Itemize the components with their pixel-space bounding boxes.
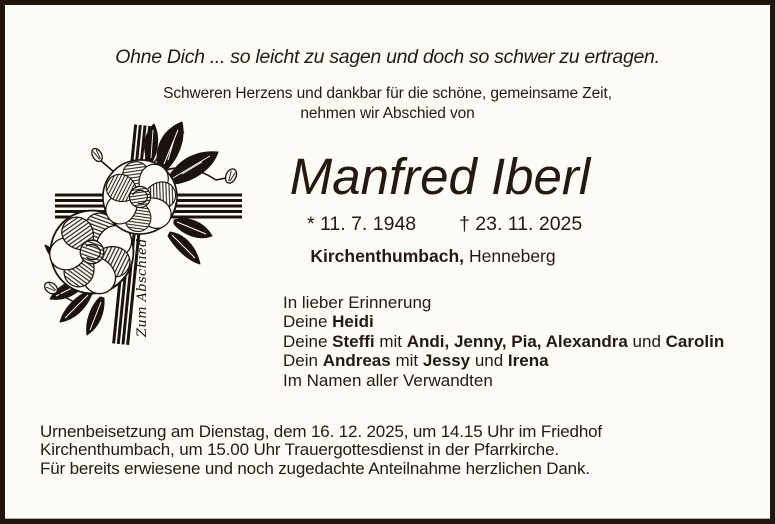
mourner-line: Im Namen aller Verwandten [283,370,493,390]
funeral-line-2: Kirchenthumbach, um 15.00 Uhr Trauergottesdienst in der Pfarrkirche. [40,440,559,460]
birth-date: * 11. 7. 1948 [307,213,417,235]
funeral-line-1: Urnenbeisetzung am Dienstag, dem 16. 12. 2025, um 14.15 Uhr im Friedhof [40,422,602,441]
residence-district: Henneberg [469,246,556,266]
mourners-list [283,293,724,390]
epigraph: Ohne Dich ... so leicht zu sagen und doch so schwer zu ertragen. [115,46,660,68]
intro-line-1: Schweren Herzens und dankbar für die schöne, gemeinsame Zeit, [163,85,612,102]
intro-line-2: nehmen wir Abschied von [300,105,475,122]
zum-abschied-script: Zum Abschied [135,238,150,337]
mourner-line: In lieber Erinnerung [283,293,432,312]
residence-city: Kirchenthumbach, [310,246,465,266]
mourner-line: Dein Andreas mit Jessy und Irena [283,351,549,371]
residence-line [258,246,608,267]
funeral-line-3: Für bereits erwiesene und noch zugedachte Anteilnahme herzlichen Dank. [40,458,590,478]
mourner-line: Deine Steffi mit Andi, Jenny, Pia, Alexandra und Carolin [283,331,725,351]
cross-roses-artwork [30,118,260,363]
mourner-line: Deine Heidi [283,312,374,332]
rose-bud [90,147,105,164]
death-date: † 23. 11. 2025 [459,213,583,235]
funeral-info [40,423,602,478]
deceased-name: Manfred Iberl [289,148,591,205]
rose-bud [223,167,238,185]
